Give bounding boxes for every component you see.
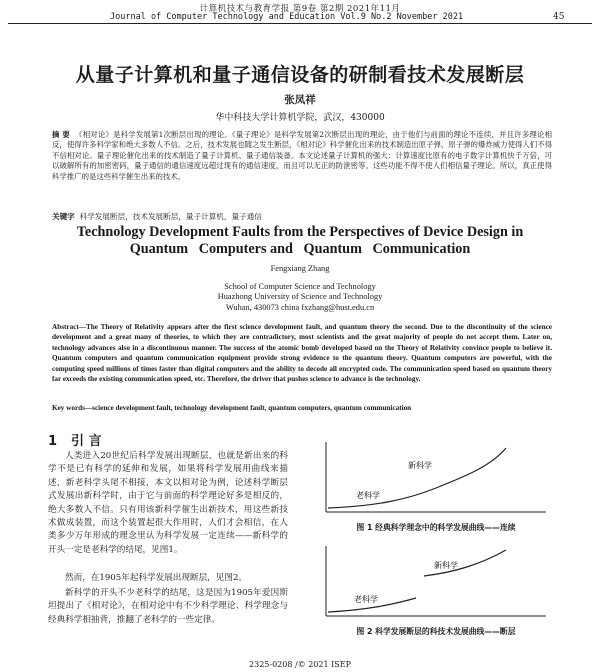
body-paragraph-2: 然而，在1905年起科学发展出现断层，见图2。 [65,573,248,583]
abstract-cn-text: 《相对论》是科学发展第1次断层出现的理论。《量子理论》是科学发展第2次断层出现的理论，由于他们与前面的理论不连续，并且许多理论相反，使得许多科学家和绝大多数人不信。之后，技术发展也随之发生断层，《相对论》科学催化出来的技术制造出原子弹，原子弹的爆炸威力使得人们不得不信相对论。量子理论催化出来的技术制造了量子计算机、量子通信装备。本文论述量子计算机的强大：计算速度比原有的电子数字计算机快千万倍，可以破解所有的加密密码，量子通信的通信速度远超过现有的通信速度，而且可以无正的防泄密等。这些功能不得不使人们相信量子理论。所以，真正使得科学推广的是这些科学催生出来的技术。 [52,130,553,181]
figure-1-caption: 图 1 经典科学理念中的科学发展曲线——连续 [356,523,516,532]
affiliation-en-line3: Wuhan, 430073 china fxzhang@hust.edu.cn [225,302,375,312]
figure-1-curve [328,448,506,508]
affiliation-cn: 华中科技大学计算机学院，武汉，430000 [215,113,385,123]
journal-header-en: Journal of Computer Technology and Education Vol.9 No.2 November 2021 [110,12,464,22]
title-en-line2: Quantum Computers and Quantum Communication [129,241,471,257]
section-number: 1 [48,434,58,449]
figure-2 [316,542,556,637]
section-heading [48,430,116,449]
author-cn: 张凤祥 [284,94,316,106]
abstract-en-text: The Theory of Relativity appears after the first science development fault, and quantum theory the second. Due to the discontinuity of the science development and a great many of theories, to which they are contradictory, most scientists and the great majority of people do not accept them. Later on, technology advances also in a discontinuous manner. The success of the atomic bomb developed based on the Theory of Relativity convince people to believe it. Quantum computers and quantum communication equipment provide strong evidence to the quantum theory. Quantum computers are powerful, with the computing speed millions of times faster than digital computers and the ability to decode all encrypted code. The communication speed based on quantum theory far exceeds the existing communication speed, etc. Therefore, the driver that pushes science to advance is the technology. [52,323,552,384]
abstract-en [52,322,552,384]
section-title: 引 言 [71,434,102,449]
affiliation-en-line1: School of Computer Science and Technology [224,282,376,291]
figure-2-label-new: 新科学 [434,561,458,570]
keywords-cn-label: 关键字 [52,212,75,221]
title-en-line1: Technology Development Faults from the Perspectives of Device Design in [76,224,524,240]
header-divider [8,23,592,24]
figure-2-label-old: 老科学 [354,595,378,604]
author-en: Fengxiang Zhang [270,264,330,273]
footer-copyright: 2325-0208 /© 2021 ISEP [249,660,351,669]
abstract-en-label: Abstract— [52,323,86,331]
figure-1 [316,438,556,533]
affiliation-en [0,282,600,313]
abstract-cn-label: 摘 要 [52,130,70,139]
paper-title-cn: 从量子计算机和量子通信设备的研制看技术发展断层 [75,64,525,86]
journal-header-cn: 计算机技术与教育学报 第9卷 第2期 2021年11月 [199,4,401,14]
keywords-cn-text: 科学发展断层，技术发展断层，量子计算机，量子通信 [79,212,262,221]
keywords-en-label: Key words— [52,404,93,412]
abstract-cn [52,130,552,182]
page-number: 45 [553,12,565,22]
figure-1-plot [316,438,556,518]
paper-title-en [0,224,600,258]
figure-2-plot [316,542,556,622]
affiliation-en-line2: Huazhong University of Science and Technology [217,292,383,302]
figure-1-label-old: 老科学 [356,491,380,500]
figure-1-label-new: 新科学 [408,461,432,470]
body-paragraph-3: 新科学的开头不少老科学的结尾，这是因为1905年爱因斯坦提出了《相对论》，在相对论中有不少科学理论、科学理念与经典科学相抽背，推翻了老科学的一些定律。 [48,588,288,625]
keywords-cn [52,211,552,222]
figure-2-caption: 图 2 科学发展断层的科技术发展曲线——断层 [356,627,516,636]
keywords-en-text: science development fault, technology development fault, quantum computers, quantum communication [92,404,412,412]
body-paragraph-1: 人类进入20世纪后科学发展出现断层，也就是新出来的科学不是已有科学的延伸和发展，如果将科学发展用曲线来描述，新老科学头尾不相接，本文以相对论为例，论述科学断层式发展出新科学时，由于它与前面的科学理论好多是相反的，绝大多数人不信。只有用该新科学催生出新技术，用这些新技术做成装置，而这个装置起很大作用时，人们才会相信，在人类多少万年形成的理念里认为科学发展一定连续——新科学的开头一定是老科学的结尾，见图1。 [48,451,288,555]
keywords-en [52,404,552,412]
